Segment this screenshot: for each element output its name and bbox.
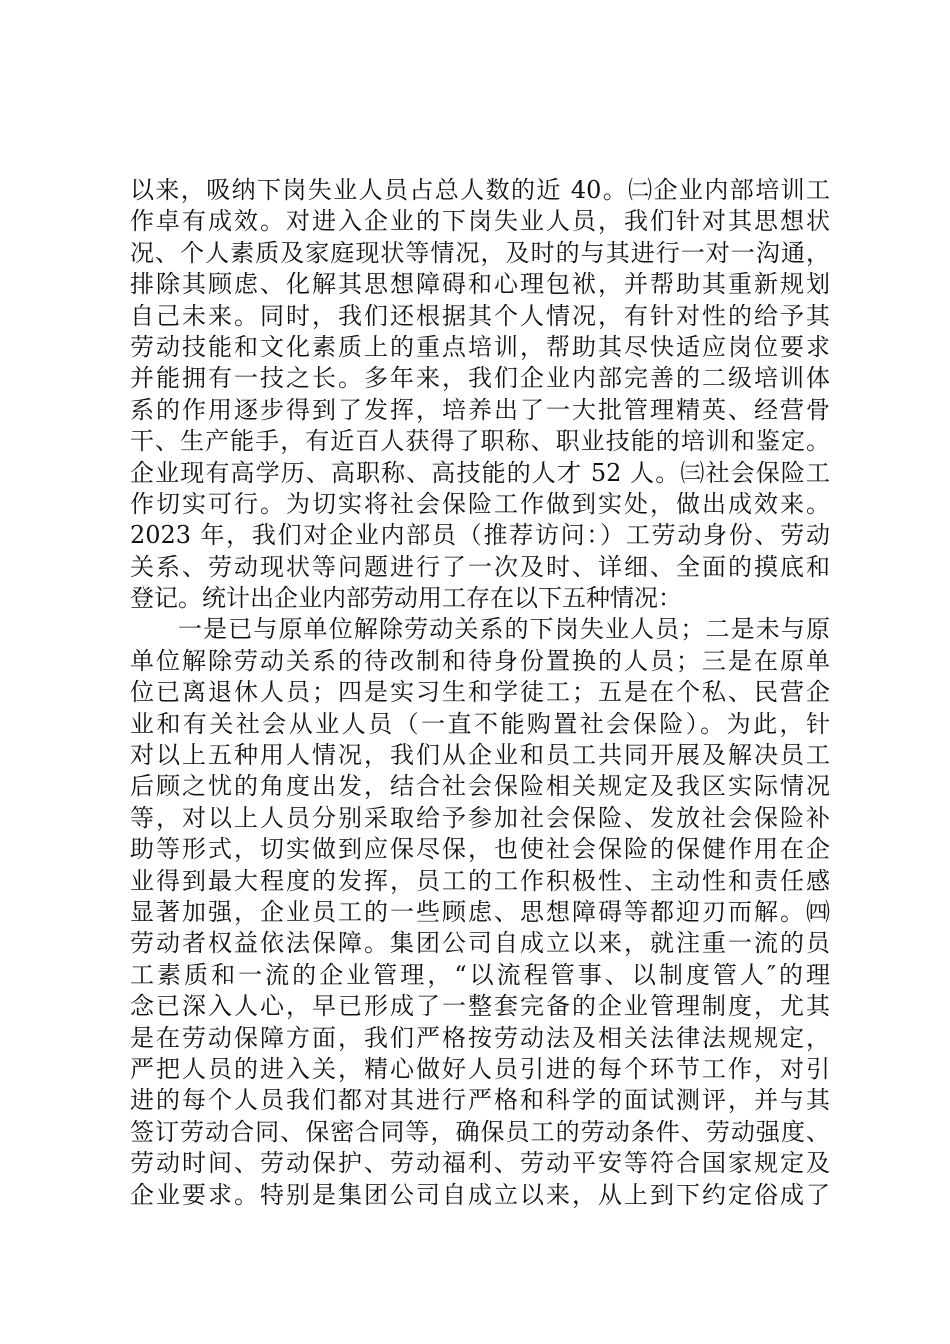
text-line: 工素质和一流的企业管理，“以流程管事、以制度管人″的理 xyxy=(130,960,830,989)
text-line: 进的每个人员我们都对其进行严格和科学的面试测评，并与其 xyxy=(130,1086,830,1115)
text-line: 企业现有高学历、高职称、高技能的人才 52 人。㈢社会保险工 xyxy=(130,458,830,487)
text-line: 等，对以上人员分别采取给予参加社会保险、发放社会保险补 xyxy=(130,803,830,832)
text-line: 系的作用逐步得到了发挥，培养出了一大批管理精英、经营骨 xyxy=(130,395,830,424)
text-line: 业和有关社会从业人员（一直不能购置社会保险）。为此，针 xyxy=(130,709,830,738)
body-text xyxy=(130,175,830,1211)
text-line: 签订劳动合同、保密合同等，确保员工的劳动条件、劳动强度、 xyxy=(130,1117,830,1146)
text-line: 业得到最大程度的发挥，员工的工作积极性、主动性和责任感 xyxy=(130,866,830,895)
text-line: 作切实可行。为切实将社会保险工作做到实处，做出成效来。 xyxy=(130,489,830,518)
text-line: 后顾之忧的角度出发，结合社会保险相关规定及我区实际情况 xyxy=(130,772,830,801)
text-line: 并能拥有一技之长。多年来，我们企业内部完善的二级培训体 xyxy=(130,364,830,393)
text-line: 自己未来。同时，我们还根据其个人情况，有针对性的给予其 xyxy=(130,301,830,330)
text-line: 以来，吸纳下岗失业人员占总人数的近 40。㈡企业内部培训工 xyxy=(130,176,830,204)
text-line: 排除其顾虑、化解其思想障碍和心理包袱，并帮助其重新规划 xyxy=(130,270,830,299)
text-line: 念已深入人心，早已形成了一整套完备的企业管理制度，尤其 xyxy=(130,992,830,1021)
text-line: 况、个人素质及家庭现状等情况，及时的与其进行一对一沟通， xyxy=(130,238,830,267)
text-line: 助等形式，切实做到应保尽保，也使社会保险的保健作用在企 xyxy=(130,835,830,864)
text-line: 关系、劳动现状等问题进行了一次及时、详细、全面的摸底和 xyxy=(130,552,830,581)
text-line: 劳动者权益依法保障。集团公司自成立以来，就注重一流的员 xyxy=(130,929,830,958)
text-line: 劳动时间、劳动保护、劳动福利、劳动平安等符合国家规定及 xyxy=(130,1149,830,1178)
text-line: 企业要求。特别是集团公司自成立以来，从上到下约定俗成了 xyxy=(130,1180,830,1209)
text-line: 2023 年，我们对企业内部员（推荐访问：）工劳动身份、劳动 xyxy=(130,521,830,550)
text-line: 单位解除劳动关系的待改制和待身份置换的人员；三是在原单 xyxy=(130,646,830,675)
text-line: 作卓有成效。对进入企业的下岗失业人员，我们针对其思想状 xyxy=(130,207,830,236)
text-line: 是在劳动保障方面，我们严格按劳动法及相关法律法规规定， xyxy=(130,1023,830,1052)
text-line: 严把人员的进入关，精心做好人员引进的每个环节工作，对引 xyxy=(130,1054,830,1083)
text-line: 显著加强，企业员工的一些顾虑、思想障碍等都迎刃而解。㈣ xyxy=(130,897,830,926)
text-line: 对以上五种用人情况，我们从企业和员工共同开展及解决员工 xyxy=(130,741,830,770)
text-line: 登记。统计出企业内部劳动用工存在以下五种情况： xyxy=(130,584,682,613)
text-line: 位已离退休人员；四是实习生和学徒工；五是在个私、民营企 xyxy=(130,678,830,707)
text-line: 劳动技能和文化素质上的重点培训，帮助其尽快适应岗位要求 xyxy=(130,332,830,361)
text-line: 一是已与原单位解除劳动关系的下岗失业人员；二是未与原 xyxy=(178,615,830,644)
text-line: 干、生产能手，有近百人获得了职称、职业技能的培训和鉴定。 xyxy=(130,427,830,456)
